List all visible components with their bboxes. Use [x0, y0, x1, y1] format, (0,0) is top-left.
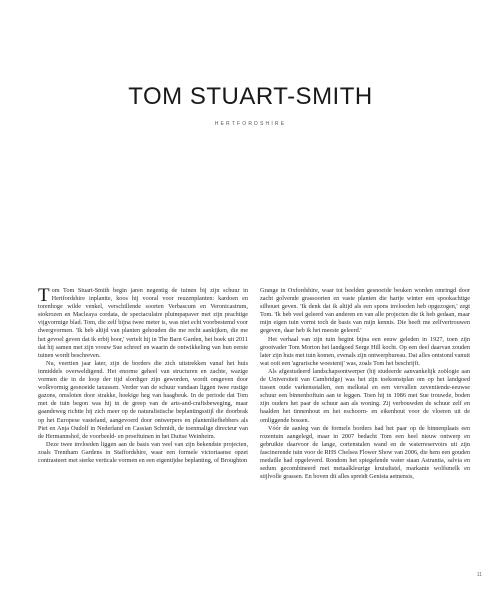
article-paragraph [38, 287, 248, 360]
drop-cap: T [38, 285, 50, 306]
page-title: TOM STUART-SMITH [128, 83, 373, 110]
article-paragraph: Grange in Oxfordshire, waar tot beelden gesnoeide beuken worden omringd door zacht golvende grassoorten en vaste planten die hartje winter een spookachtige silhouet geven. 'Ik denk dat ik altijd als een spons invloeden heb opgezogen,' zegt Tom. 'Ik heb veel geleerd van anderen en van alle projecten die ik heb gedaan, maar mijn eigen tuin vormt toch de basis van mijn kennis. Die heeft me zelfvertrouwen gegeven, daar heb ik het meeste geleerd.' [260, 287, 470, 335]
page-number: 11 [476, 572, 482, 578]
article-column-left [38, 287, 248, 465]
paragraph-text: om Tom Stuart-Smith begin jaren negentig de tuinen bij zijn schuur in Hertfordshire inplantte, koos hij vooral voor reuzenplanten: kardoen en torenhoge wilde venkel, verschillende soorten Verbascum en Veronicastrum, stokrozen en Macleaya cordata, de spectaculaire pluimpapaver met zijn prachtige vijgvormige blad. Tom, die zelf bijna twee meter is, was niet echt voorbestemd voor dwergvormen. 'Ik heb altijd van planten gehouden die me recht aankijken, die me het gevoel geven dat ik erbij hoor,' vertelt hij in The Barn Garden, het boek uit 2011 dat hij samen met zijn vrouw Sue schreef en waarin de ontwikkeling van hun eerste tuinen wordt beschreven. [38, 287, 248, 359]
article-paragraph: Het verhaal van zijn tuin begint bijna een eeuw geleden in 1927, toen zijn grootvader Tom Morton het landgoed Serge Hill kocht. Op een deel daarvan zouden later zijn huis met tuin komen, evenals zijn ontwerpbureau. Dat alles ontstond vanuit wat ooit een 'agrarische woestenij' was, zoals Tom het beschrijft. [260, 335, 470, 367]
article-column-right [260, 287, 470, 481]
location-subtitle: HERTFORDSHIRE [214, 121, 287, 127]
article-paragraph: Vóór de aanleg van de formele borders had het paar op de binnenplaats een rozentuin aangelegd, maar in 2007 bedacht Tom een heel nieuw ontwerp en gebruikte daarvoor de lange, cortenstalen wand en de waterreservoirs uit zijn fascinerende tuin voor de RHS Chelsea Flower Show van 2006, die hem een gouden medaille had opgeleverd. Rondom het spiegelende water staan Astrantia, salvia en sedum gecombineerd met metaalkleurige kruisdistel, markante wolfsmelk en stijlvolle grassen. En boven dit alles spreidt Genista aetnensis, [260, 424, 470, 481]
article-paragraph: Deze twee invloeden liggen aan de basis van veel van zijn bekendste projecten, zoals Trentham Gardens in Staffordshire, waar een formele victoriaanse opzet contrasteert met sterke verticale vormen en een eigentijdse beplanting, of Broughton [38, 440, 248, 464]
article-paragraph: Als afgestudeerd landschapsontwerper (hij studeerde aanvankelijk zoölogie aan de Universiteit van Cambridge) was het zijn toekomstplan om op het landgoed tussen oude varkensstallen, een melkstal en een vervallen zeventiende-eeuwse schuur een binnenhoftuin aan te leggen. Toen hij in 1986 met Sue trouwde, boden zijn ouders het paar de schuur aan als woning. Zij verbouwden de schuur zelf en haalden het tinnenhout en het eschoorn- en eikenhout voor de vloeren uit de omliggende bossen. [260, 367, 470, 424]
article-paragraph: Nu, veertien jaar later, zijn de borders die zich uitstrekken vanaf het huis inmiddels overweldigend. Het enorme geheel van structuren en zachte, wazige vormen die in de loop der tijd slordiger zijn geworden, wordt omgeven door wolkvormig gesnoeide taxussen. Verder van de schuur vandaan liggen twee rustige gazons, omsloten door strakke, hoekige heg van haagbeuk. In de periode dat Tom met de tuin begon was hij in de greep van de arts-and-craftsbeweging, maar gaandeweg richtte hij zich meer op de naturalistische beplantingsstijl die doorbrak op het Europese vasteland, aangevoerd door ontwerpers en plantenliefhebbers als Piet en Anja Oudolf in Nederland en Cassian Schmidt, de toenmalige directeur van de Hermannshof, de voorbeeld- en proeftuinen in het Duitse Weinheim. [38, 359, 248, 440]
